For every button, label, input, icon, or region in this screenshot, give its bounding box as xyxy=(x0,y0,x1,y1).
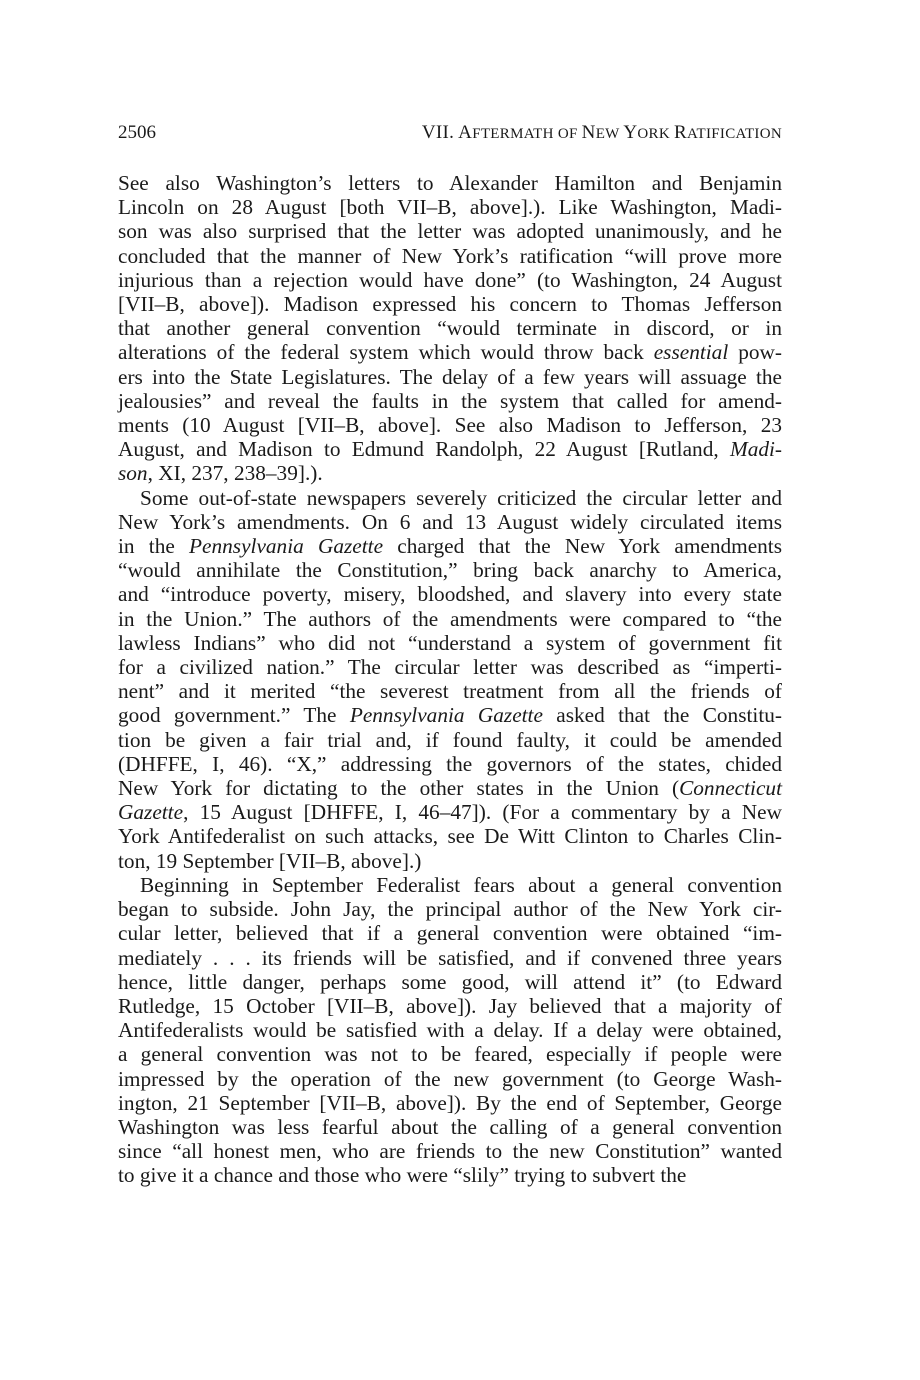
text-line: alterations of the federal system which would throw back essential pow- xyxy=(118,340,782,365)
text-line: injurious than a rejection would have done” (to Washington, 24 August xyxy=(118,267,782,292)
text-line: good government.” The Pennsylvania Gazette asked that the Constitu- xyxy=(118,703,782,728)
paragraph xyxy=(118,486,782,873)
text-line: mediately . . . its friends will be satisfied, and if convened three years xyxy=(118,945,782,970)
paragraph xyxy=(118,171,782,486)
page xyxy=(118,118,782,1188)
text-line: son was also surprised that the letter was adopted unanimously, and he xyxy=(118,219,782,244)
text-line: Beginning in September Federalist fears about a general convention xyxy=(140,872,782,897)
running-title: VII. AFTERMATH OF NEW YORK RATIFICATION xyxy=(421,122,782,143)
text-line: Rutledge, 15 October [VII–B, above]). Jay believed that a majority of xyxy=(118,993,782,1018)
running-head xyxy=(118,118,782,149)
text-line: ton, 19 September [VII–B, above].) xyxy=(118,848,422,873)
text-line: son, XI, 237, 238–39].). xyxy=(118,461,323,486)
text-line: New York’s amendments. On 6 and 13 August widely circulated items xyxy=(118,509,782,534)
text-line: New York for dictating to the other states in the Union (Connecticut xyxy=(118,776,782,801)
text-line: August, and Madison to Edmund Randolph, 22 August [Rutland, Madi- xyxy=(118,437,782,462)
text-line: in the Union.” The authors of the amendments were compared to “the xyxy=(118,606,782,631)
text-line: and “introduce poverty, misery, bloodshed, and slavery into every state xyxy=(118,582,782,607)
text-line: to give it a chance and those who were “slily” trying to subvert the xyxy=(118,1163,687,1188)
text-line: concluded that the manner of New York’s ratification “will prove more xyxy=(118,243,782,268)
text-line: nent” and it merited “the severest treatment from all the friends of xyxy=(118,679,782,704)
text-line: in the Pennsylvania Gazette charged that the New York amendments xyxy=(118,534,783,559)
text-line: Some out-of-state newspapers severely criticized the circular letter and xyxy=(140,485,782,510)
text-line: for a civilized nation.” The circular letter was described as “imperti- xyxy=(118,655,782,680)
text-line: “would annihilate the Constitution,” bring back anarchy to America, xyxy=(118,558,782,583)
text-line: impressed by the operation of the new government (to George Wash- xyxy=(118,1066,782,1091)
text-line: [VII–B, above]). Madison expressed his concern to Thomas Jefferson xyxy=(118,292,782,317)
text-line: since “all honest men, who are friends to the new Constitution” wanted xyxy=(118,1139,782,1164)
body-text xyxy=(118,171,782,1188)
text-line: See also Washington’s letters to Alexander Hamilton and Benjamin xyxy=(118,171,782,195)
text-line: tion be given a fair trial and, if found faulty, it could be amended xyxy=(118,727,782,752)
text-line: ington, 21 September [VII–B, above]). By the end of September, George xyxy=(118,1090,782,1115)
text-line: York Antifederalist on such attacks, see De Witt Clinton to Charles Clin- xyxy=(118,824,782,849)
text-line: that another general convention “would terminate in discord, or in xyxy=(118,316,782,341)
text-line: Lincoln on 28 August [both VII–B, above].). Like Washington, Madi- xyxy=(118,195,782,220)
text-line: ments (10 August [VII–B, above]. See also Madison to Jefferson, 23 xyxy=(118,413,782,438)
page-number: 2506 xyxy=(118,122,156,143)
text-line: jealousies” and reveal the faults in the system that called for amend- xyxy=(118,388,782,413)
text-line: a general convention was not to be feared, especially if people were xyxy=(118,1042,782,1067)
text-line: cular letter, believed that if a general convention were obtained “im- xyxy=(118,921,782,946)
text-line: Washington was less fearful about the calling of a general convention xyxy=(118,1114,782,1139)
text-line: (DHFFE, I, 46). “X,” addressing the governors of the states, chided xyxy=(118,751,782,776)
text-line: hence, little danger, perhaps some good, will attend it” (to Edward xyxy=(118,969,782,994)
text-line: began to subside. John Jay, the principal author of the New York cir- xyxy=(118,897,782,922)
text-line: ers into the State Legislatures. The delay of a few years will assuage the xyxy=(118,364,782,389)
text-line: Antifederalists would be satisfied with a delay. If a delay were obtained, xyxy=(118,1018,782,1043)
text-line: Gazette, 15 August [DHFFE, I, 46–47]). (For a commentary by a New xyxy=(118,800,782,825)
paragraph xyxy=(118,873,782,1188)
text-line: lawless Indians” who did not “understand a system of government fit xyxy=(118,630,782,655)
